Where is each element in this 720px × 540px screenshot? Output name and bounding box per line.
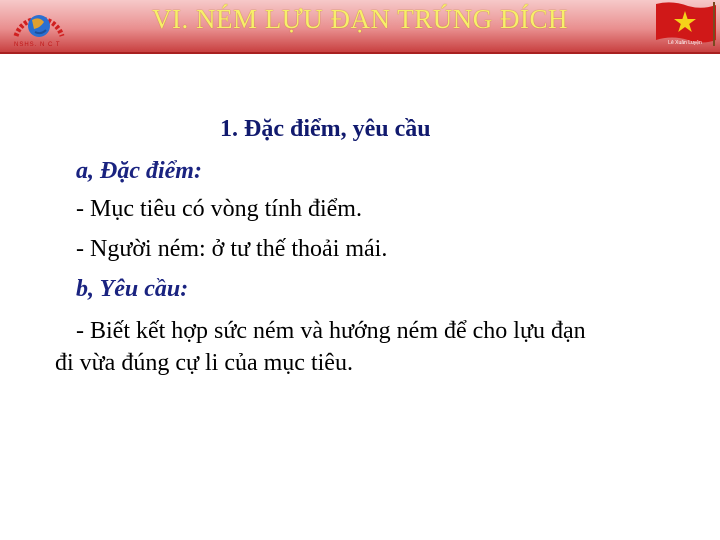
logo-caption: NSHS. N C T (14, 42, 61, 48)
feature-line-thrower: - Người ném: ở tư thế thoải mái. (76, 236, 388, 262)
slide-title: VI. NÉM LỰU ĐẠN TRÚNG ĐÍCH (152, 4, 568, 34)
subheading-requirements: b, Yêu cầu: (76, 276, 189, 302)
feature-line-target: - Mục tiêu có vòng tính điểm. (76, 196, 362, 222)
flag-caption: Lê Xuân Luyện (668, 40, 702, 46)
subheading-features: a, Đặc điểm: (76, 158, 202, 184)
requirement-line-1: - Biết kết hợp sức ném và hướng ném để cho lựu đạn (76, 318, 586, 344)
requirement-line-2: đi vừa đúng cự li của mục tiêu. (55, 350, 353, 376)
section-heading: 1. Đặc điểm, yêu cầu (220, 116, 431, 142)
